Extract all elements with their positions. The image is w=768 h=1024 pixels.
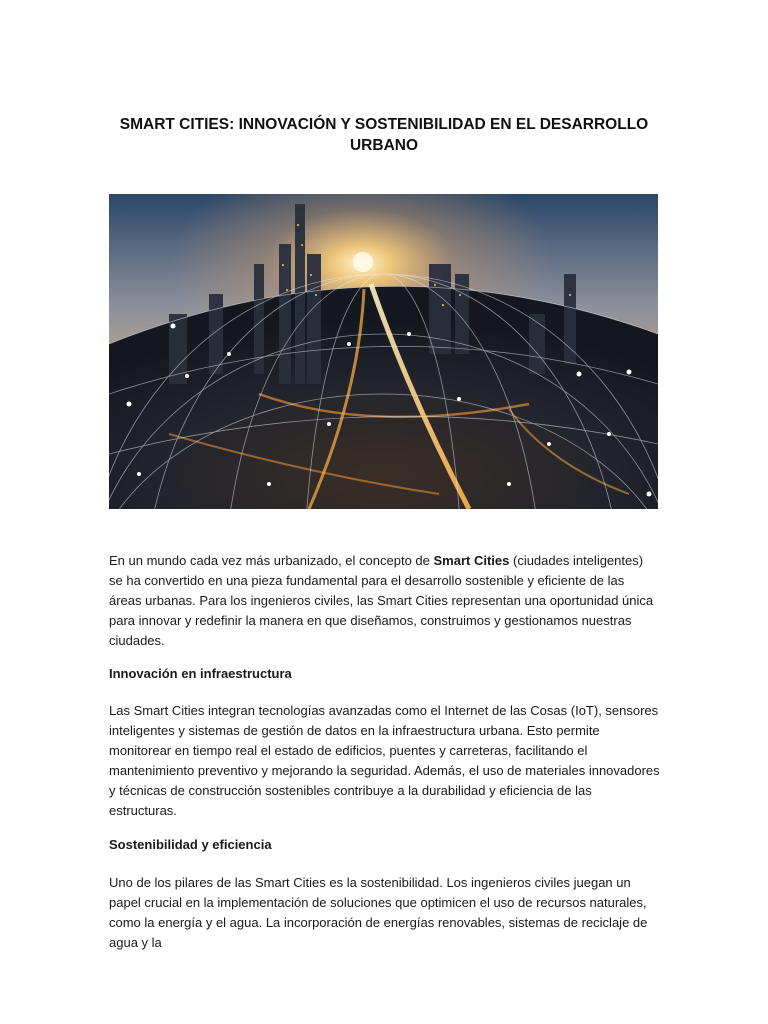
intro-text-start: En un mundo cada vez más urbanizado, el concepto de (109, 553, 434, 568)
document-title: SMART CITIES: INNOVACIÓN Y SOSTENIBILIDAD EN EL DESARROLLO URBANO (119, 116, 649, 154)
intro-bold-term: Smart Cities (433, 553, 510, 568)
section-paragraph-sostenibilidad: Uno de los pilares de las Smart Cities es la sostenibilidad. Los ingenieros civiles juegan un papel crucial en la implementación de soluciones que optimicen el uso de recursos naturales, como la energía y el agua. La incorporación de energías renovables, sistemas de reciclaje de agua y la (109, 875, 648, 950)
intro-text-end: (ciudades inteligentes) se ha convertido en una pieza fundamental para el desarrollo sostenible y eficiente de las áreas urbanas. Para los ingenieros civiles, las Smart Cities representan una oportunidad única para innovar y redefinir la manera en que diseñamos, construimos y gestionamos nuestras ciudades. (109, 553, 654, 648)
intro-paragraph (109, 551, 660, 651)
section-paragraph-infraestructura: Las Smart Cities integran tecnologías avanzadas como el Internet de las Cosas (IoT), sensores inteligentes y sistemas de gestión de datos en la infraestructura urbana. Esto permite monitorear en tiempo real el estado de edificios, puentes y carreteras, facilitando el mantenimiento preventivo y mejorando la seguridad. Además, el uso de materiales innovadores y técnicas de construcción sostenibles contribuye a la durabilidad y eficiencia de las estructuras. (109, 703, 660, 818)
section-heading-sostenibilidad: Sostenibilidad y eficiencia (109, 837, 272, 852)
smart-city-photo (109, 194, 658, 509)
section-heading-infraestructura: Innovación en infraestructura (109, 666, 292, 681)
